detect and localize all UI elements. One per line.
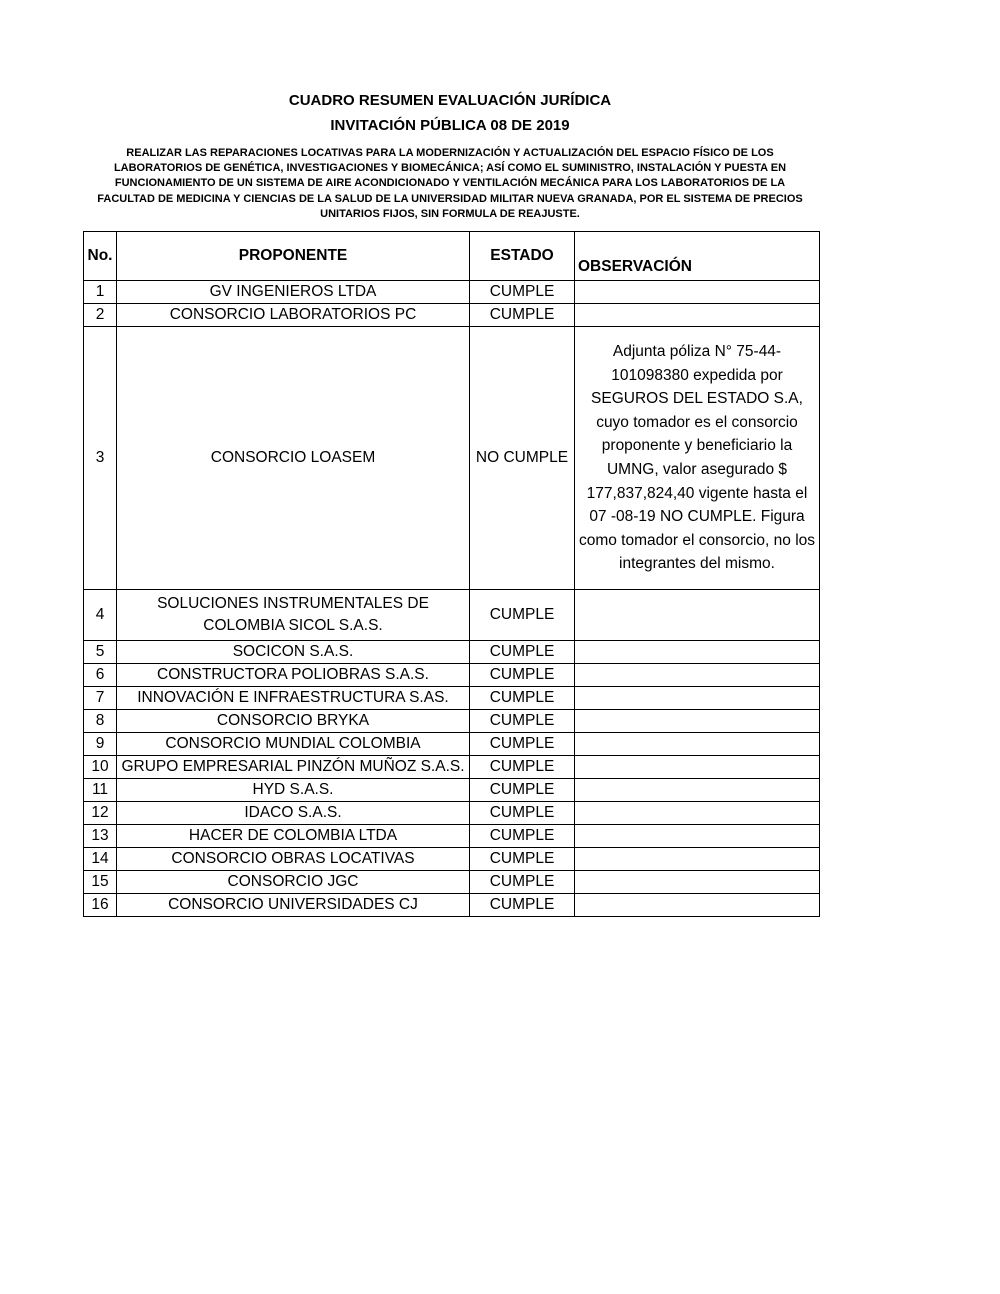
cell-estado: CUMPLE xyxy=(470,641,575,664)
cell-estado: CUMPLE xyxy=(470,281,575,304)
cell-no: 11 xyxy=(84,779,117,802)
cell-estado: CUMPLE xyxy=(470,825,575,848)
cell-estado: CUMPLE xyxy=(470,664,575,687)
table-row xyxy=(84,687,820,710)
cell-no: 5 xyxy=(84,641,117,664)
cell-observacion xyxy=(575,733,820,756)
cell-estado: NO CUMPLE xyxy=(470,327,575,590)
document-title: CUADRO RESUMEN EVALUACIÓN JURÍDICA xyxy=(288,92,612,109)
cell-no: 13 xyxy=(84,825,117,848)
table-row xyxy=(84,802,820,825)
table-row xyxy=(84,664,820,687)
cell-proponente: CONSORCIO LABORATORIOS PC xyxy=(117,304,470,327)
cell-observacion xyxy=(575,802,820,825)
cell-estado: CUMPLE xyxy=(470,687,575,710)
cell-proponente: GRUPO EMPRESARIAL PINZÓN MUÑOZ S.A.S. xyxy=(117,756,470,779)
cell-no: 1 xyxy=(84,281,117,304)
cell-no: 6 xyxy=(84,664,117,687)
table-row xyxy=(84,848,820,871)
table-row xyxy=(84,825,820,848)
cell-observacion: Adjunta póliza N° 75-44-101098380 expedida por SEGUROS DEL ESTADO S.A, cuyo tomador es el consorcio proponente y beneficiario la UMNG, valor asegurado $ 177,837,824,40 vigente hasta el 07 -08-19 NO CUMPLE. Figura como tomador el consorcio, no los integrantes del mismo. xyxy=(575,327,820,590)
column-header-proponente: PROPONENTE xyxy=(117,232,470,281)
cell-observacion xyxy=(575,281,820,304)
cell-proponente: CONSORCIO MUNDIAL COLOMBIA xyxy=(117,733,470,756)
column-header-estado: ESTADO xyxy=(470,232,575,281)
cell-observacion xyxy=(575,894,820,917)
table-header-row xyxy=(84,232,820,281)
cell-observacion xyxy=(575,710,820,733)
cell-proponente: IDACO S.A.S. xyxy=(117,802,470,825)
table-row xyxy=(84,710,820,733)
cell-estado: CUMPLE xyxy=(470,756,575,779)
column-header-observacion: OBSERVACIÓN xyxy=(575,232,820,281)
table-row xyxy=(84,756,820,779)
cell-estado: CUMPLE xyxy=(470,304,575,327)
cell-proponente: CONSTRUCTORA POLIOBRAS S.A.S. xyxy=(117,664,470,687)
cell-observacion xyxy=(575,848,820,871)
cell-proponente: SOLUCIONES INSTRUMENTALES DE COLOMBIA SICOL S.A.S. xyxy=(117,590,470,641)
cell-observacion xyxy=(575,756,820,779)
cell-no: 16 xyxy=(84,894,117,917)
cell-observacion xyxy=(575,664,820,687)
cell-observacion xyxy=(575,779,820,802)
cell-estado: CUMPLE xyxy=(470,733,575,756)
cell-proponente: CONSORCIO LOASEM xyxy=(117,327,470,590)
cell-estado: CUMPLE xyxy=(470,779,575,802)
cell-no: 12 xyxy=(84,802,117,825)
cell-estado: CUMPLE xyxy=(470,590,575,641)
cell-no: 7 xyxy=(84,687,117,710)
evaluation-table xyxy=(83,231,820,917)
cell-proponente: SOCICON S.A.S. xyxy=(117,641,470,664)
table-row xyxy=(84,894,820,917)
table-row xyxy=(84,281,820,304)
cell-observacion xyxy=(575,304,820,327)
cell-observacion xyxy=(575,687,820,710)
cell-estado: CUMPLE xyxy=(470,710,575,733)
cell-estado: CUMPLE xyxy=(470,848,575,871)
cell-estado: CUMPLE xyxy=(470,871,575,894)
cell-observacion xyxy=(575,825,820,848)
cell-no: 14 xyxy=(84,848,117,871)
document-subtitle: INVITACIÓN PÚBLICA 08 DE 2019 xyxy=(330,117,570,134)
cell-proponente: CONSORCIO OBRAS LOCATIVAS xyxy=(117,848,470,871)
cell-proponente: HACER DE COLOMBIA LTDA xyxy=(117,825,470,848)
cell-no: 3 xyxy=(84,327,117,590)
cell-no: 4 xyxy=(84,590,117,641)
table-row xyxy=(84,779,820,802)
cell-no: 10 xyxy=(84,756,117,779)
cell-estado: CUMPLE xyxy=(470,802,575,825)
cell-proponente: GV INGENIEROS LTDA xyxy=(117,281,470,304)
cell-proponente: CONSORCIO JGC xyxy=(117,871,470,894)
cell-proponente: CONSORCIO BRYKA xyxy=(117,710,470,733)
cell-no: 9 xyxy=(84,733,117,756)
cell-proponente: INNOVACIÓN E INFRAESTRUCTURA S.AS. xyxy=(117,687,470,710)
cell-no: 8 xyxy=(84,710,117,733)
document-description: REALIZAR LAS REPARACIONES LOCATIVAS PARA LA MODERNIZACIÓN Y ACTUALIZACIÓN DEL ESPACIO FÍSICO DE LOS LABORATORIOS DE GENÉTICA, INVESTIGACIONES Y BIOMECÁNICA; ASÍ COMO EL SUMINISTRO, INSTALACIÓN Y PUESTA EN FUNCIONAMIENTO DE UN SISTEMA DE AIRE ACONDICIONADO Y VENTILACIÓN MECÁNICA PARA LOS LABORATORIOS DE LA FACULTAD DE MEDICINA Y CIENCIAS DE LA SALUD DE LA UNIVERSIDAD MILITAR NUEVA GRANADA, POR EL SISTEMA DE PRECIOS UNITARIOS FIJOS, SIN FORMULA DE REAJUSTE. xyxy=(97,147,803,220)
table-row xyxy=(84,641,820,664)
table-row xyxy=(84,590,820,641)
cell-observacion xyxy=(575,871,820,894)
cell-no: 2 xyxy=(84,304,117,327)
cell-no: 15 xyxy=(84,871,117,894)
table-row xyxy=(84,327,820,590)
cell-observacion xyxy=(575,641,820,664)
table-row xyxy=(84,871,820,894)
cell-estado: CUMPLE xyxy=(470,894,575,917)
column-header-no: No. xyxy=(84,232,117,281)
cell-proponente: CONSORCIO UNIVERSIDADES CJ xyxy=(117,894,470,917)
cell-proponente: HYD S.A.S. xyxy=(117,779,470,802)
cell-observacion xyxy=(575,590,820,641)
table-row xyxy=(84,733,820,756)
table-row xyxy=(84,304,820,327)
